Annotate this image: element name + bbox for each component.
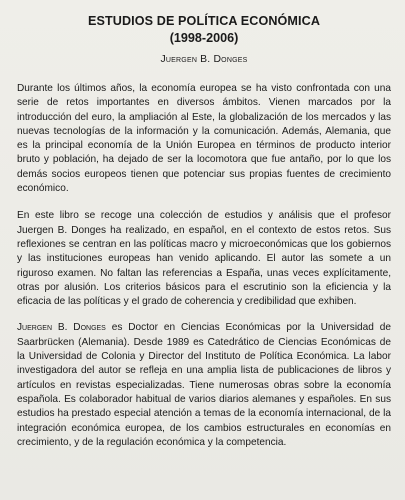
- author-name: Juergen B. Donges: [160, 54, 248, 65]
- book-title: ESTUDIOS DE POLÍTICA ECONÓMICA: [87, 14, 321, 28]
- summary-paragraph-1: Durante los últimos años, la economía europea se ha visto confrontada con una serie de retos importantes en diversos ámbitos. Vienen marcados por la introducción del euro, la ampliación al Este, la globalización de los mercados y las nuevas tecnologías de la información y la comunicación. Además, Alemania, que es la principal economía de la Unión Europea en términos de producto interior bruto y población, ha dejado de ser la locomotora que fue antaño, por lo que los demás socios europeos tienen que potenciar sus propias fuentes de crecimiento económico.: [17, 83, 391, 195]
- bio-text: es Doctor en Ciencias Económicas por la Universidad de Saarbrücken (Alemania). Desde 1989 es Catedrático de Ciencias Económicas de la Universidad de Colonia y Director del Instituto de Política Económica. La labor investigadora del autor se refleja en una amplia lista de publicaciones de libros y artículos en revistas especializadas. Tiene numerosas obras sobre la economía española. Es colaborador habitual de varios diarios alemanes y españoles. En sus estudios ha prestado especial atención a temas de la economía internacional, de la integración económica europea, de los cambios estructurales en economías en crecimiento, y de la regulación económica y la competencia.: [17, 322, 391, 448]
- bio-author-name: Juergen B. Donges: [17, 322, 106, 334]
- summary-paragraph-2: En este libro se recoge una colección de estudios y análisis que el profesor Juergen B. Donges ha realizado, en español, en el contexto de estos retos. Sus reflexiones se centran en las políticas macro y microeconómicas que los gobiernos y las instituciones europeas han venido aplicando. El autor las somete a un riguroso examen. No faltan las referencias a España, unas veces explícitamente, otras por alusión. Los criterios básicos para el escrutinio son la eficiencia y la eficacia de las políticas y el grado de coherencia y credibilidad que exhiben.: [17, 210, 391, 308]
- book-subtitle-years: (1998-2006): [169, 31, 239, 45]
- author-bio-paragraph: [17, 321, 391, 450]
